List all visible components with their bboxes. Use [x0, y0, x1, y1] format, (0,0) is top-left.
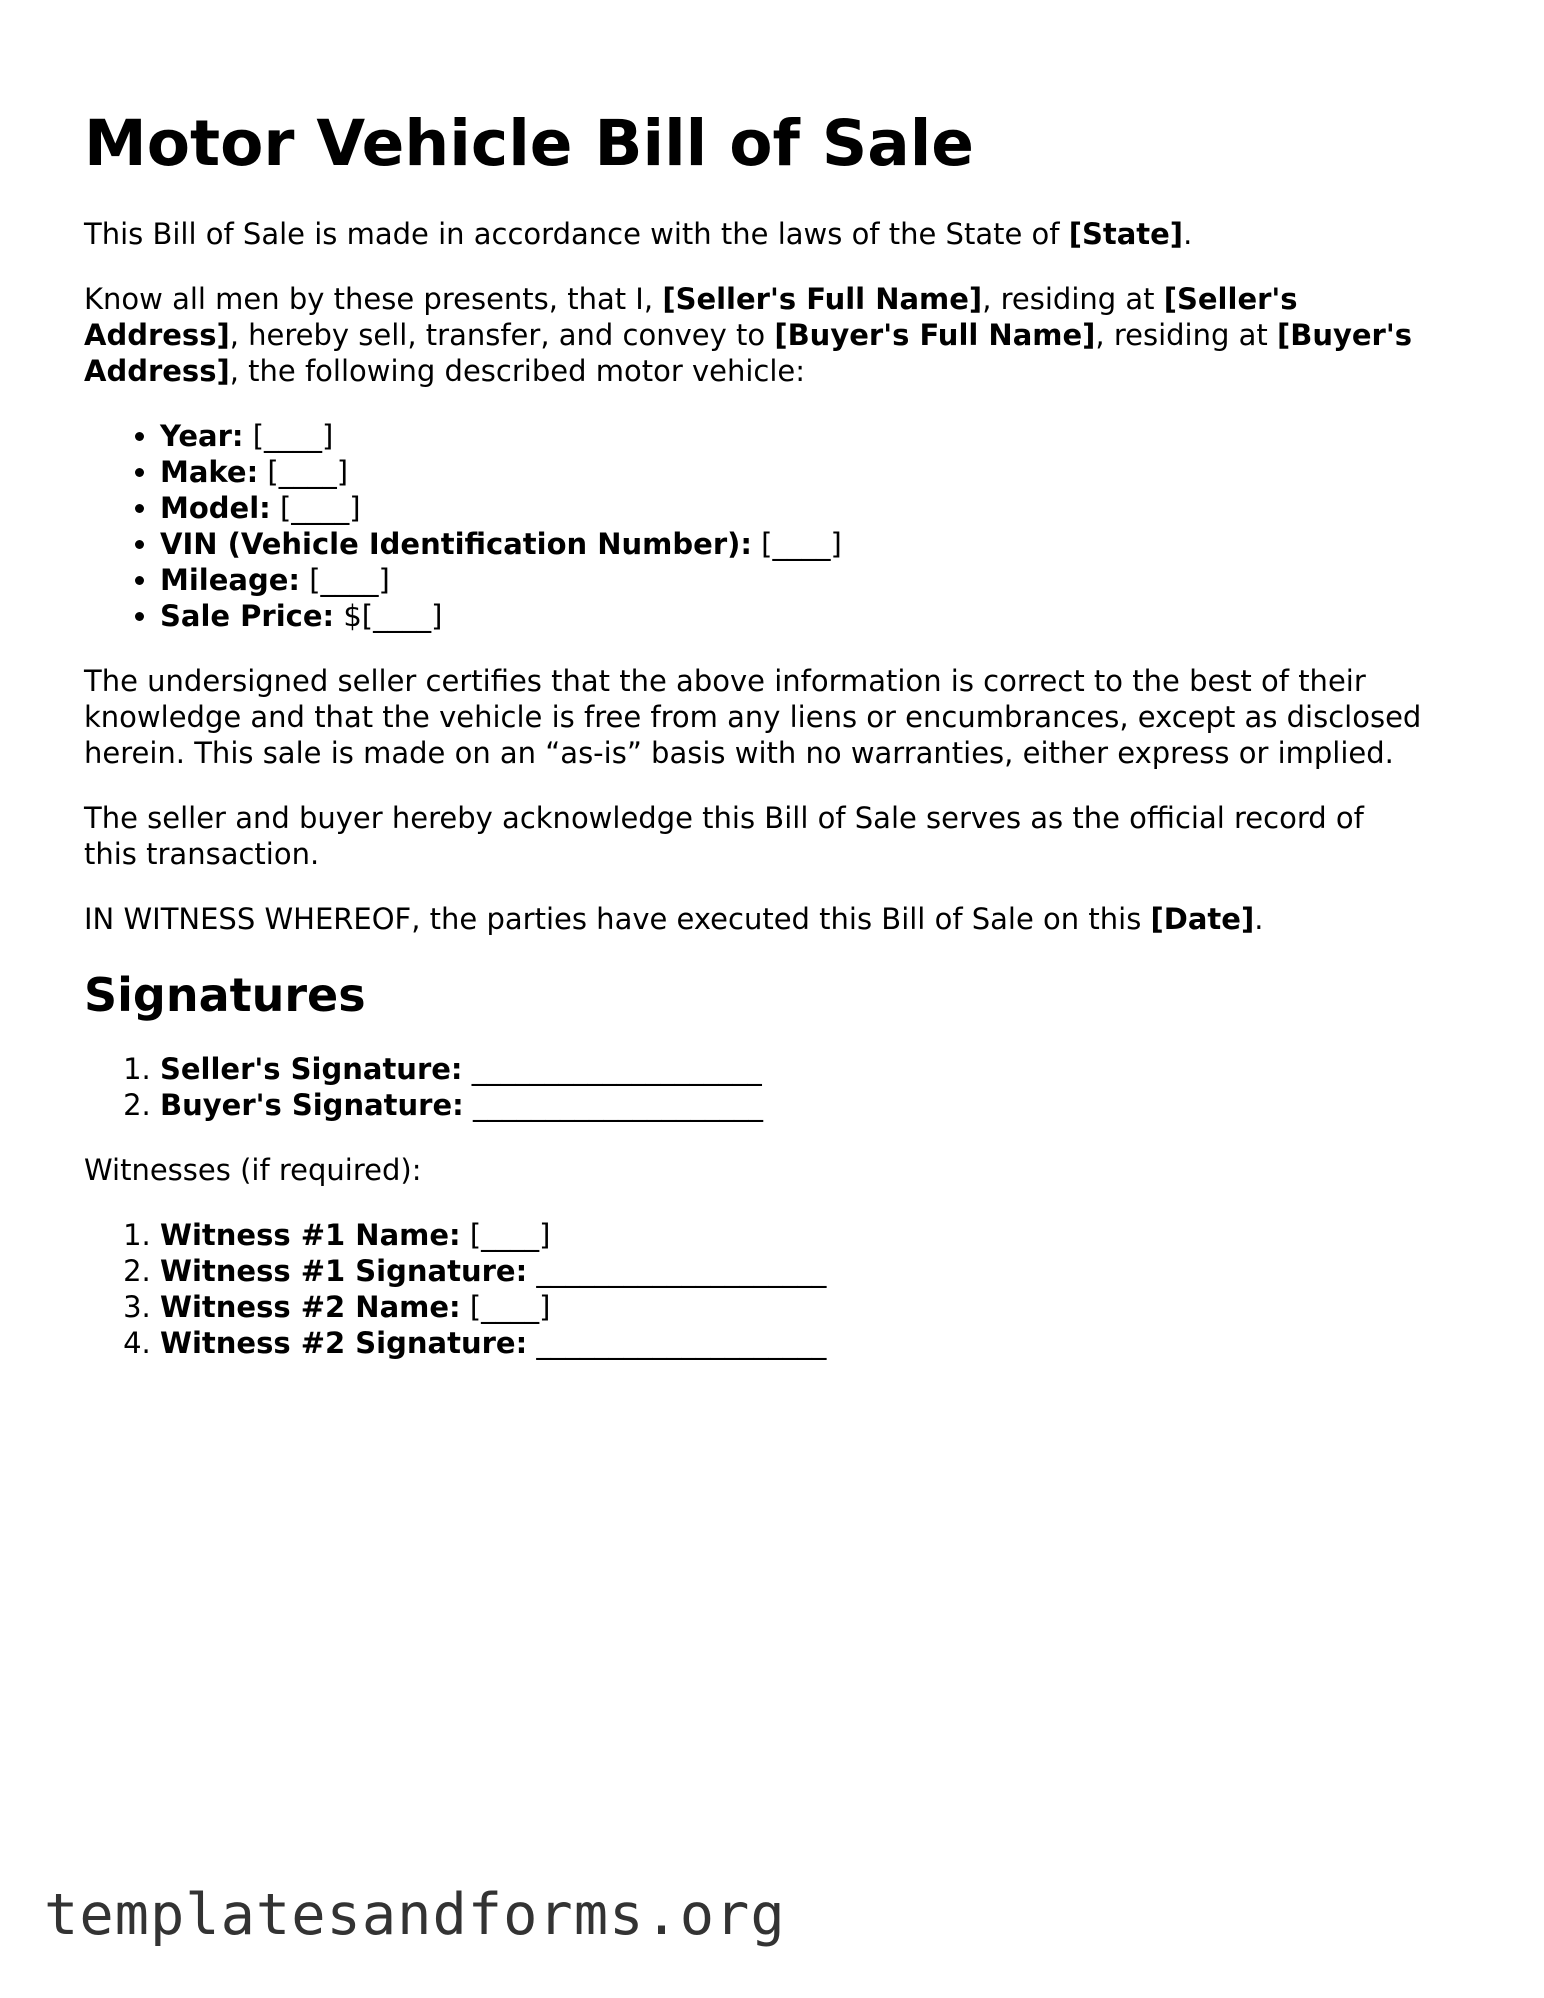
buyer-signature-line: 2. Buyer's Signature: ____________________: [160, 1087, 1424, 1123]
document-title: Motor Vehicle Bill of Sale: [84, 107, 975, 180]
seller-signature-line: 1. Seller's Signature: ____________________: [160, 1051, 1424, 1087]
vehicle-field-mileage: • Mileage: [____]: [160, 562, 1424, 598]
vehicle-field-year: • Year: [____]: [160, 418, 1424, 454]
date-placeholder: [Date]: [1150, 902, 1255, 936]
witnesses-intro: Witnesses (if required):: [84, 1153, 422, 1187]
buyer-name-placeholder: [Buyer's Full Name]: [774, 318, 1096, 352]
vehicle-field-vin: • VIN (Vehicle Identification Number): [____]: [160, 526, 1424, 562]
state-paragraph: This Bill of Sale is made in accordance with the laws of the State of [State].: [84, 217, 1193, 251]
seller-name-placeholder: [Seller's Full Name]: [662, 282, 983, 316]
signatures-heading: Signatures: [84, 968, 366, 1022]
acknowledgement-paragraph: The seller and buyer hereby acknowledge this Bill of Sale serves as the official record of this transaction.: [84, 801, 1364, 871]
witness-1-name-line: 1. Witness #1 Name: [____]: [160, 1217, 1424, 1253]
certification-paragraph: The undersigned seller certifies that the above information is correct to the best of their knowledge and that the vehicle is free from any liens or encumbrances, except as disclosed herein. This sale is made on an “as-is” basis with no warranties, either express or implied.: [84, 664, 1422, 770]
vehicle-details-list: [84, 418, 1424, 634]
vehicle-field-make: • Make: [____]: [160, 454, 1424, 490]
witness-1-signature-line: 2. Witness #1 Signature: ____________________: [160, 1253, 1424, 1289]
vehicle-field-sale-price: • Sale Price: $[____]: [160, 598, 1424, 634]
witness-2-signature-line: 4. Witness #2 Signature: ____________________: [160, 1325, 1424, 1361]
document-page: [84, 100, 1424, 1361]
site-watermark: templatesandforms.org: [44, 1882, 786, 1948]
seller-address-placeholder: [Seller's Address]: [84, 282, 1298, 352]
vehicle-field-model: • Model: [____]: [160, 490, 1424, 526]
witness-whereof-paragraph: IN WITNESS WHEREOF, the parties have executed this Bill of Sale on this [Date].: [84, 902, 1264, 936]
intro-paragraph: Know all men by these presents, that I, [Seller's Full Name], residing at [Seller's Address], hereby sell, transfer, and convey to [Buyer's Full Name], residing at [Buyer's Address], the following described motor vehicle:: [84, 282, 1413, 388]
signature-list: [84, 1051, 1424, 1123]
state-placeholder: [State]: [1068, 217, 1184, 251]
witness-2-name-line: 3. Witness #2 Name: [____]: [160, 1289, 1424, 1325]
buyer-address-placeholder: [Buyer's Address]: [84, 318, 1413, 388]
witness-list: [84, 1217, 1424, 1361]
